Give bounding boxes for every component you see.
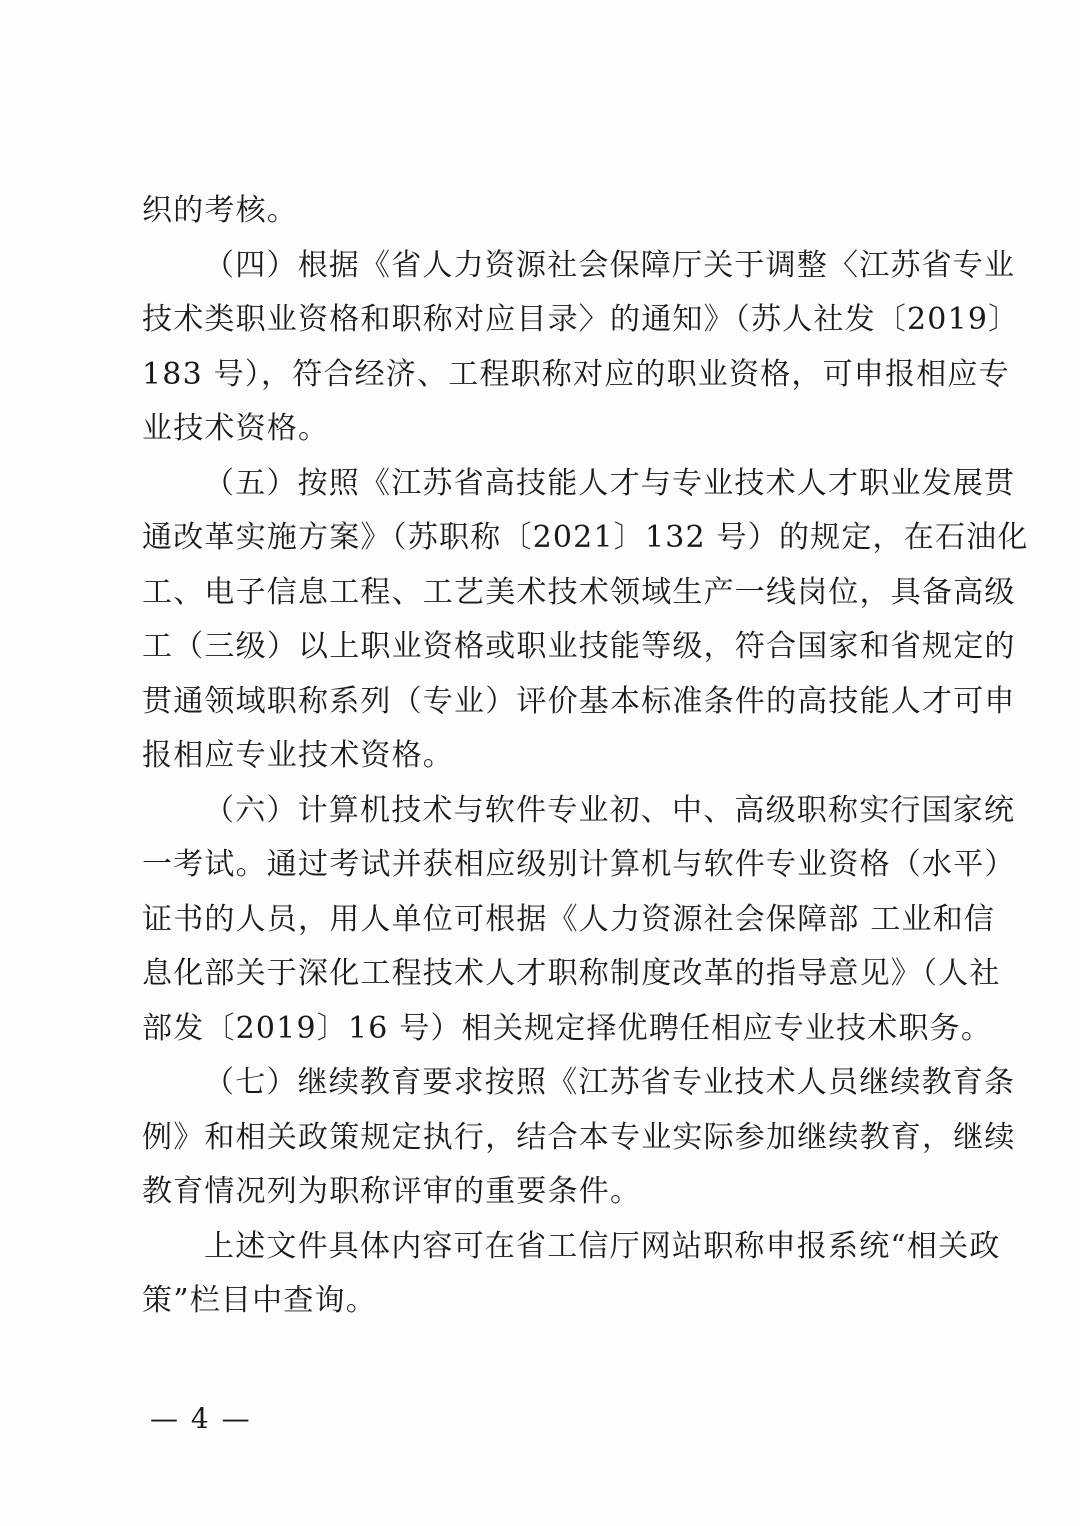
text-line: 通改革实施方案》（苏职称〔2021〕132 号）的规定，在石油化: [142, 520, 1029, 555]
text-line: 证书的人员，用人单位可根据《人力资源社会保障部 工业和信: [142, 901, 996, 937]
text-line: （六）计算机技术与软件专业初、中、高级职称实行国家统: [204, 792, 1016, 828]
text-line: 业技术资格。: [142, 411, 330, 446]
text-line: 织的考核。: [142, 193, 298, 228]
text-line: 息化部关于深化工程技术人才职称制度改革的指导意见》（人社: [142, 956, 1001, 991]
text-line: 上述文件具体内容可在省工信厅网站职称申报系统“相关政: [204, 1228, 1001, 1264]
text-line: （五）按照《江苏省高技能人才与专业技术人才职业发展贯: [204, 465, 1016, 501]
text-line: （四）根据《省人力资源社会保障厅关于调整〈江苏省专业: [204, 247, 1016, 283]
text-line: 工（三级）以上职业资格或职业技能等级，符合国家和省规定的: [142, 629, 1016, 664]
text-line: 工、电子信息工程、工艺美术技术领域生产一线岗位，具备高级: [142, 574, 1016, 610]
text-line: 教育情况列为职称评审的重要条件。: [142, 1174, 642, 1209]
text-line: 报相应专业技术资格。: [142, 738, 454, 773]
text-line: 部发〔2019〕16 号）相关规定择优聘任相应专业技术职务。: [142, 1010, 993, 1046]
text-line: 例》和相关政策规定执行，结合本专业实际参加继续教育，继续: [142, 1119, 1016, 1155]
text-line: 183 号），符合经济、工程职称对应的职业资格，可申报相应专: [142, 356, 1010, 392]
document-body: [142, 184, 1029, 1329]
text-line: 贯通领域职称系列（专业）评价基本标准条件的高技能人才可申: [142, 683, 1016, 719]
text-line: （七）继续教育要求按照《江苏省专业技术人员继续教育条: [204, 1065, 1016, 1100]
page-number: — 4 —: [150, 1402, 252, 1435]
text-line: 策”栏目中查询。: [142, 1283, 377, 1318]
text-line: 技术类职业资格和职称对应目录〉的通知》（苏人社发〔2019〕: [142, 302, 1020, 337]
text-line: 一考试。通过考试并获相应级别计算机与软件专业资格（水平）: [142, 847, 1016, 882]
